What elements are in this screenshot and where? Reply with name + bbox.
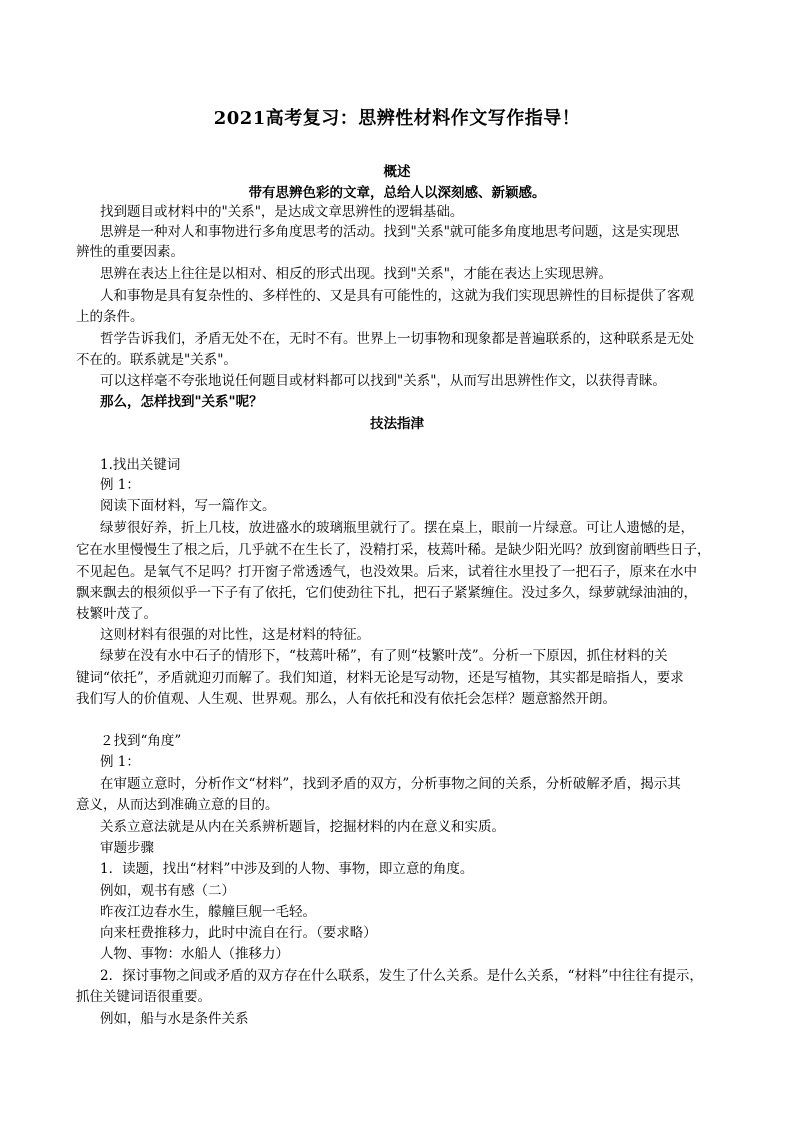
page-title: 2021高考复习：思辨性材料作文写作指导！: [213, 108, 581, 129]
paragraph-line: 在审题立意时，分析作文“材料”，找到矛盾的双方，分析事物之间的关系，分析破解矛盾，揭示其: [100, 776, 681, 792]
question-line: 那么，怎样找到"关系"呢？: [100, 394, 263, 410]
paragraph-line: 我们写人的价值观、人生观、世界观。那么，人有依托和没有依托会怎样？题意豁然开朗。: [76, 691, 616, 707]
paragraph-line: 绿萝很好养，折上几枝，放进盛水的玻璃瓶里就行了。摆在桌上，眼前一片绿意。可让人遗憾的是，: [100, 520, 694, 536]
paragraph-line: 关系立意法就是从内在关系辨析题旨，挖掘材料的内在意义和实质。: [100, 819, 505, 835]
paragraph-line: 2．探讨事物之间或矛盾的双方存在什么联系，发生了什么关系。是什么关系，“材料”中往往有提示，: [100, 968, 703, 984]
paragraph-line: 例 1：: [100, 754, 140, 770]
paragraph-line: 人和事物是具有复杂性的、多样性的、又是具有可能性的，这就为我们实现思辨性的目标提供了客观: [100, 288, 694, 304]
paragraph-line: 人物、事物：水船人（推移力）: [100, 946, 289, 962]
paragraph-line: 辨性的重要因素。: [76, 244, 184, 260]
paragraph-line: 找到题目或材料中的"关系"，是达成文章思辨性的逻辑基础。: [100, 204, 464, 220]
guide-heading: 技法指津: [370, 416, 424, 432]
overview-subheading: 带有思辨色彩的文章，总给人以深刻感、新颖感。: [248, 185, 546, 201]
paragraph-line: 审题步骤: [100, 840, 154, 856]
paragraph-line: 思辨是一种对人和事物进行多角度思考的活动。找到"关系"就可能多角度地思考问题，这是实现思: [100, 224, 680, 240]
paragraph-line: 昨夜江边春水生，艨艟巨舰一毛轻。: [100, 904, 316, 920]
paragraph-line: 枝繁叶茂了。: [76, 606, 157, 622]
paragraph-line: 飘来飘去的根须似乎一下子有了依托，它们使劲往下扎，把石子紧紧缠住。没过多久，绿萝就绿油油的，: [76, 585, 697, 601]
paragraph-line: 抓住关键词语很重要。: [76, 989, 211, 1005]
overview-heading: 概述: [383, 164, 411, 180]
section-title: 1.找出关键词: [100, 457, 181, 473]
paragraph-line: 意义，从而达到准确立意的目的。: [76, 797, 279, 813]
paragraph-line: 例 1：: [100, 477, 140, 493]
paragraph-line: 哲学告诉我们，矛盾无处不在，无时不有。世界上一切事物和现象都是普遍联系的，这种联系是无处: [100, 331, 694, 347]
paragraph-line: 1．读题，找出“材料”中涉及到的人物、事物，即立意的角度。: [100, 861, 474, 877]
paragraph-line: 例如，船与水是条件关系: [100, 1011, 249, 1027]
paragraph-line: 这则材料有很强的对比性，这是材料的特征。: [100, 627, 370, 643]
paragraph-line: 绿萝在没有水中石子的情形下，“枝蔫叶稀”，有了则“枝繁叶茂”。分析一下原因，抓住材料的关: [100, 648, 668, 664]
paragraph-line: 上的条件。: [76, 309, 144, 325]
paragraph-line: 键词“依托”，矛盾就迎刃而解了。我们知道，材料无论是写动物，还是写植物，其实都是暗指人，要求: [76, 670, 684, 686]
paragraph-line: 阅读下面材料，写一篇作文。: [100, 498, 276, 514]
paragraph-line: 不见起色。是氧气不足吗？打开窗子常透透气，也没效果。后来，试着往水里投了一把石子，原来在水中: [76, 564, 697, 580]
paragraph-line: 向来枉费推移力，此时中流自在行。（要求略）: [100, 925, 377, 941]
paragraph-line: 可以这样毫不夸张地说任何题目或材料都可以找到"关系"，从而写出思辨性作文，以获得青睐。: [100, 373, 666, 389]
paragraph-line: 它在水里慢慢生了根之后，几乎就不在生长了，没精打采，枝蔫叶稀。是缺少阳光吗？放到窗前晒些日子，: [76, 542, 711, 558]
paragraph-line: 不在的。联系就是"关系"。: [76, 352, 237, 368]
paragraph-line: 思辨在表达上往往是以相对、相反的形式出现。找到"关系"，才能在表达上实现思辨。: [100, 266, 612, 282]
section-title: ２找到“角度”: [100, 733, 182, 749]
paragraph-line: 例如，观书有感（二）: [100, 883, 235, 899]
